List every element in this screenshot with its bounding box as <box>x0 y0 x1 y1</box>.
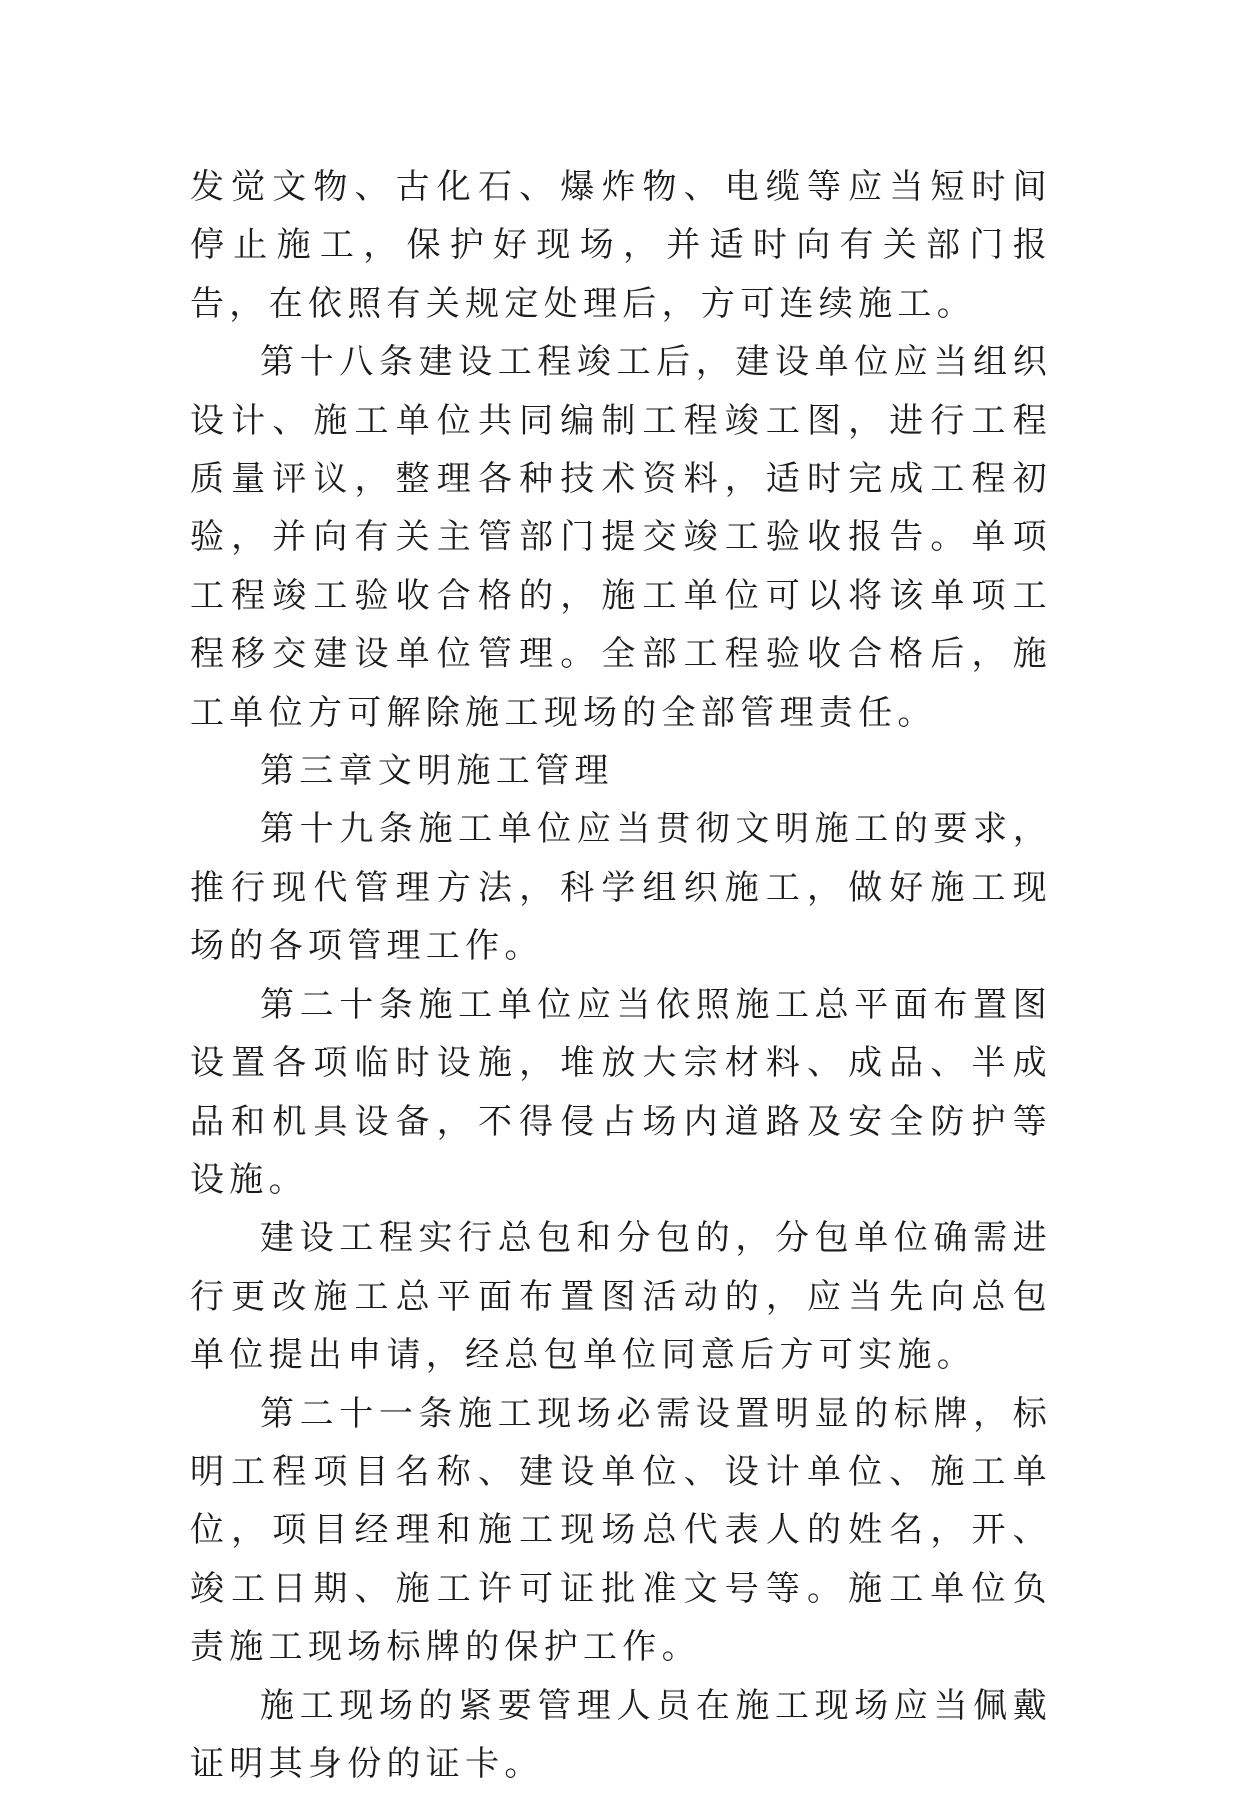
paragraph-article-18: 第十八条建设工程竣工后，建设单位应当组织设计、施工单位共同编制工程竣工图，进行工程质量评议，整理各种技术资料，适时完成工程初验，并向有关主管部门提交竣工验收报告。单项工程竣工验收合格的，施工单位可以将该单项工程移交建设单位管理。全部工程验收合格后，施工单位方可解除施工现场的全部管理责任。 <box>190 342 1052 733</box>
paragraph-continuation: 发觉文物、古化石、爆炸物、电缆等应当短时间停止施工，保护好现场，并适时向有关部门报告，在依照有关规定处理后，方可连续施工。 <box>190 167 1052 324</box>
document-body <box>190 158 1052 1793</box>
paragraph-article-21: 第二十一条施工现场必需设置明显的标牌，标明工程项目名称、建设单位、设计单位、施工单位，项目经理和施工现场总代表人的姓名，开、竣工日期、施工许可证批准文号等。施工单位负责施工现场标牌的保护工作。 <box>190 1393 1052 1668</box>
paragraph-article-21-clause: 施工现场的紧要管理人员在施工现场应当佩戴证明其身份的证卡。 <box>190 1685 1052 1784</box>
paragraph-article-20-clause: 建设工程实行总包和分包的，分包单位确需进行更改施工总平面布置图活动的，应当先向总包单位提出申请，经总包单位同意后方可实施。 <box>190 1218 1052 1376</box>
chapter-heading: 第三章文明施工管理 <box>260 751 614 792</box>
paragraph-article-20: 第二十条施工单位应当依照施工总平面布置图设置各项临时设施，堆放大宗材料、成品、半成品和机具设备，不得侵占场内道路及安全防护等设施。 <box>190 984 1052 1200</box>
paragraph-article-19: 第十九条施工单位应当贯彻文明施工的要求，推行现代管理方法，科学组织施工，做好施工现场的各项管理工作。 <box>190 809 1052 967</box>
